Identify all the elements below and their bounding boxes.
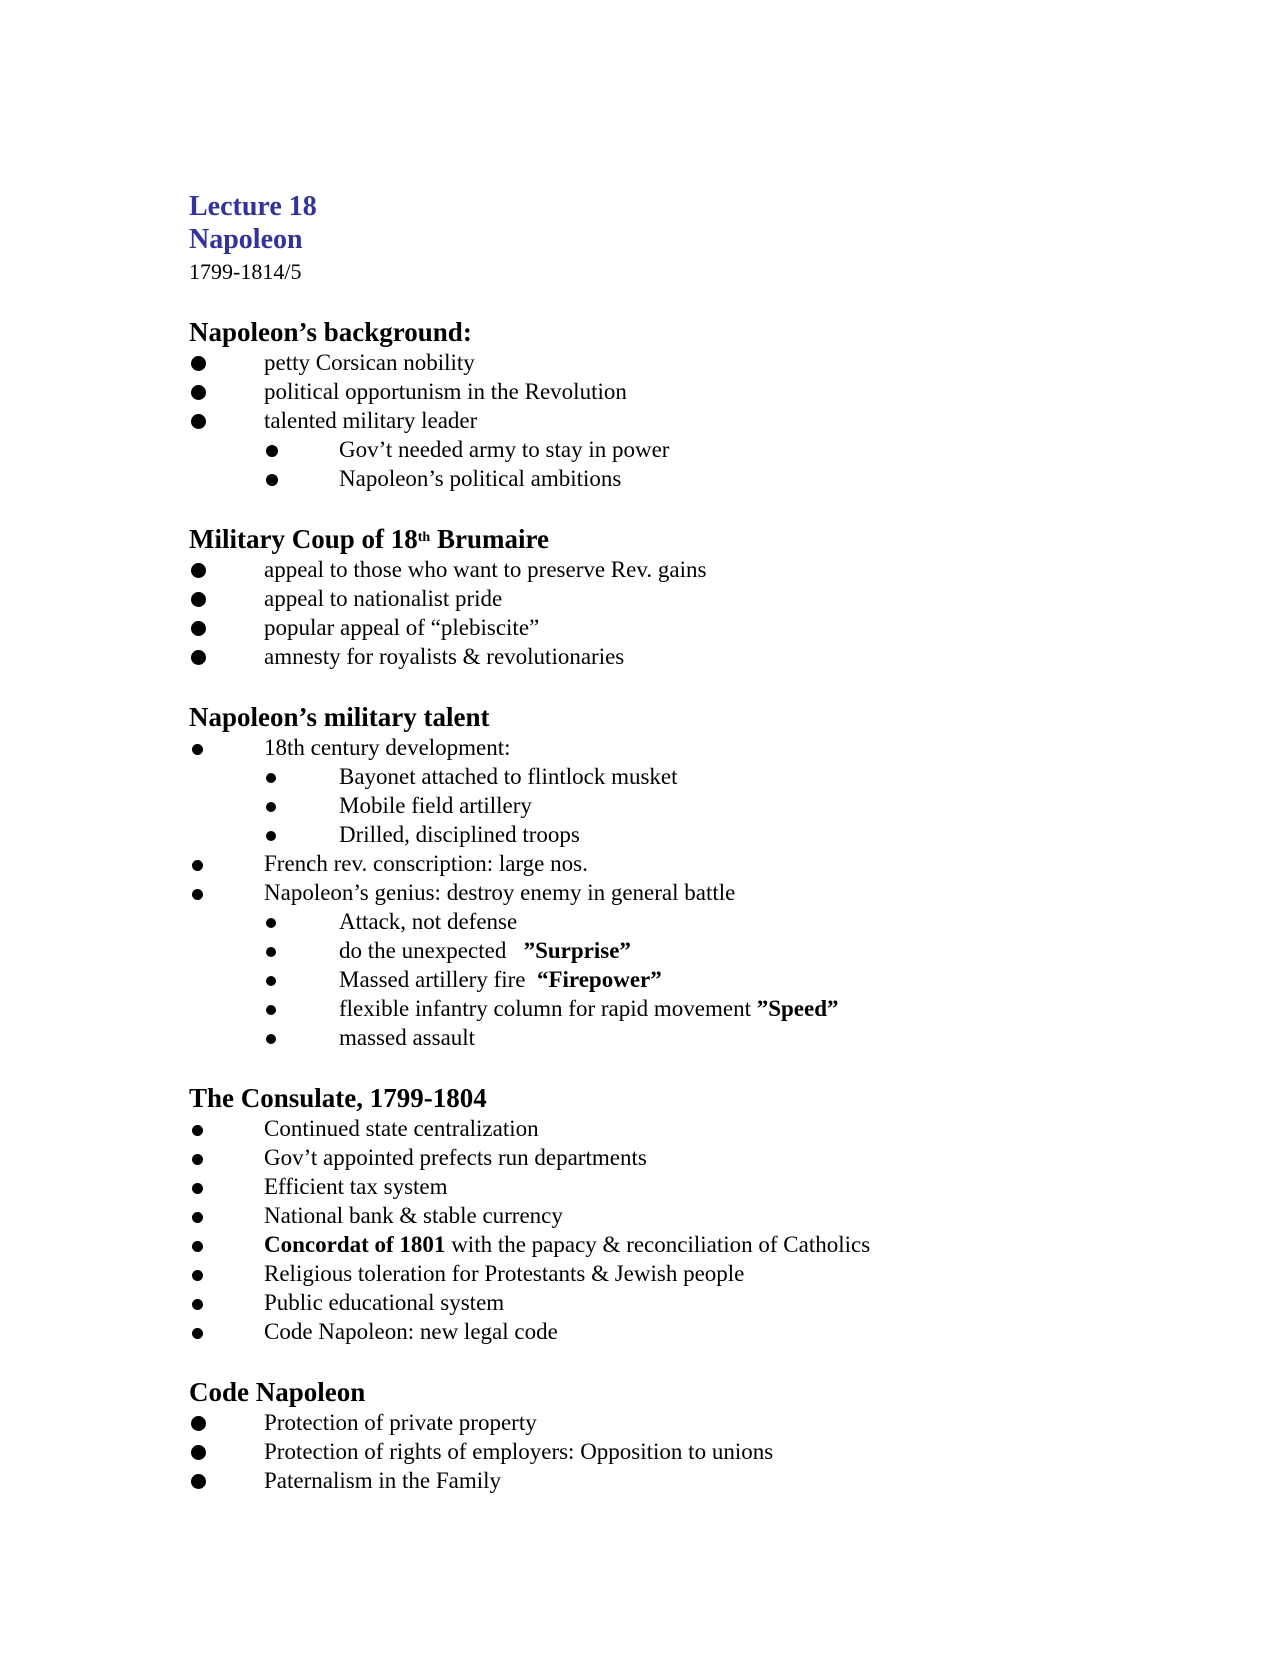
list-item-text: appeal to nationalist pride	[264, 586, 503, 611]
list-item	[189, 1230, 1189, 1259]
list-item-text: popular appeal of “plebiscite”	[264, 615, 540, 640]
lecture-dates: 1799-1814/5	[189, 259, 302, 284]
bullet-icon	[266, 802, 276, 812]
bullet-icon	[266, 1034, 276, 1044]
emphasis-text: ”Surprise”	[523, 938, 631, 963]
list-item	[189, 1466, 1189, 1495]
bullet-icon	[192, 1299, 203, 1310]
bullet-icon	[192, 1328, 203, 1339]
bullet-icon	[192, 1212, 203, 1223]
sub-list-item	[189, 820, 1189, 849]
lecture-topic: Napoleon	[189, 224, 303, 255]
list-item-text: amnesty for royalists & revolutionaries	[264, 644, 625, 669]
list-item	[189, 1201, 1189, 1230]
bullet-icon	[266, 1005, 276, 1015]
list-item-text: Drilled, disciplined troops	[339, 822, 580, 847]
list-item	[189, 406, 1189, 435]
military-list	[189, 733, 1189, 1052]
list-item-text: with the papacy & reconciliation of Catholics	[445, 1232, 871, 1257]
list-item-text: massed assault	[339, 1025, 476, 1050]
bullet-icon	[192, 744, 203, 755]
bullet-icon	[192, 1154, 203, 1165]
bullet-icon	[191, 414, 206, 429]
list-item	[189, 348, 1189, 377]
bullet-icon	[266, 976, 276, 986]
list-item-text: political opportunism in the Revolution	[264, 379, 627, 404]
section-heading-code: Code Napoleon	[189, 1377, 366, 1407]
heading-text: Military Coup of 18	[189, 524, 418, 554]
bullet-icon	[266, 474, 278, 486]
sub-list-item	[189, 965, 1189, 994]
bullet-icon	[191, 1445, 206, 1460]
sub-list-item	[189, 464, 1189, 493]
list-item	[189, 1114, 1189, 1143]
sub-list-item	[189, 762, 1189, 791]
list-item-text: National bank & stable currency	[264, 1203, 563, 1228]
list-item	[189, 1288, 1189, 1317]
bullet-icon	[191, 650, 206, 665]
list-item-text: Protection of private property	[264, 1410, 537, 1435]
bullet-icon	[192, 1183, 203, 1194]
coup-list	[189, 555, 1189, 671]
bullet-icon	[192, 1125, 203, 1136]
bullet-icon	[266, 831, 276, 841]
bullet-icon	[191, 385, 206, 400]
heading-text: Brumaire	[430, 524, 549, 554]
section-heading-consulate: The Consulate, 1799-1804	[189, 1083, 487, 1113]
bullet-icon	[192, 860, 203, 871]
list-item-text: Gov’t needed army to stay in power	[339, 437, 670, 462]
list-item-text: Napoleon’s political ambitions	[339, 466, 622, 491]
list-item	[189, 555, 1189, 584]
bullet-icon	[266, 445, 278, 457]
bullet-icon	[191, 563, 206, 578]
heading-superscript: th	[417, 530, 431, 545]
list-item	[189, 613, 1189, 642]
sub-list-item	[189, 907, 1189, 936]
list-item-text: Mobile field artillery	[339, 793, 532, 818]
bullet-icon	[192, 889, 203, 900]
document-page	[189, 190, 1189, 1495]
list-item-text: Continued state centralization	[264, 1116, 539, 1141]
code-list	[189, 1408, 1189, 1495]
list-item	[189, 1143, 1189, 1172]
list-item-text: Massed artillery fire	[339, 967, 537, 992]
list-item-text: Napoleon’s genius: destroy enemy in general battle	[264, 880, 736, 905]
list-item	[189, 1408, 1189, 1437]
bullet-icon	[266, 918, 276, 928]
list-item	[189, 1172, 1189, 1201]
list-item-text: Paternalism in the Family	[264, 1468, 501, 1493]
bullet-icon	[191, 621, 206, 636]
bullet-icon	[191, 1416, 206, 1431]
bullet-icon	[191, 356, 206, 371]
list-item-text: Code Napoleon: new legal code	[264, 1319, 558, 1344]
bullet-icon	[266, 947, 276, 957]
list-item-text: petty Corsican nobility	[264, 350, 475, 375]
section-heading-background: Napoleon’s background:	[189, 317, 472, 347]
list-item-text: Gov’t appointed prefects run departments	[264, 1145, 647, 1170]
list-item-text: 18th century development:	[264, 735, 511, 760]
bullet-icon	[192, 1241, 203, 1252]
list-item-text: Efficient tax system	[264, 1174, 448, 1199]
emphasis-text: ”Speed”	[756, 996, 839, 1021]
section-heading-coup	[189, 523, 1189, 555]
bullet-icon	[192, 1270, 203, 1281]
list-item	[189, 849, 1189, 878]
list-item	[189, 878, 1189, 907]
sub-list-item	[189, 994, 1189, 1023]
list-item	[189, 1317, 1189, 1346]
list-item-text: Religious toleration for Protestants & Jewish people	[264, 1261, 745, 1286]
list-item-text: Bayonet attached to flintlock musket	[339, 764, 678, 789]
list-item-text: flexible infantry column for rapid movement	[339, 996, 757, 1021]
emphasis-text: “Firepower”	[536, 967, 662, 992]
list-item-text: French rev. conscription: large nos.	[264, 851, 588, 876]
sub-list-item	[189, 435, 1189, 464]
sub-list-item	[189, 936, 1189, 965]
section-heading-military: Napoleon’s military talent	[189, 702, 490, 732]
consulate-list	[189, 1114, 1189, 1346]
sub-list-item	[189, 1023, 1189, 1052]
list-item	[189, 1259, 1189, 1288]
sub-list-item	[189, 791, 1189, 820]
list-item-text: Attack, not defense	[339, 909, 518, 934]
list-item-text: talented military leader	[264, 408, 478, 433]
bullet-icon	[191, 592, 206, 607]
lecture-number: Lecture 18	[189, 191, 317, 222]
list-item-text: do the unexpected	[339, 938, 524, 963]
list-item-text: appeal to those who want to preserve Rev. gains	[264, 557, 707, 582]
list-item-text: Public educational system	[264, 1290, 505, 1315]
list-item	[189, 377, 1189, 406]
list-item	[189, 584, 1189, 613]
background-list	[189, 348, 1189, 493]
list-item	[189, 733, 1189, 762]
list-item-text: Protection of rights of employers: Opposition to unions	[264, 1439, 774, 1464]
list-item	[189, 1437, 1189, 1466]
bullet-icon	[191, 1474, 206, 1489]
bullet-icon	[266, 773, 276, 783]
emphasis-text: Concordat of 1801	[264, 1232, 446, 1257]
list-item	[189, 642, 1189, 671]
